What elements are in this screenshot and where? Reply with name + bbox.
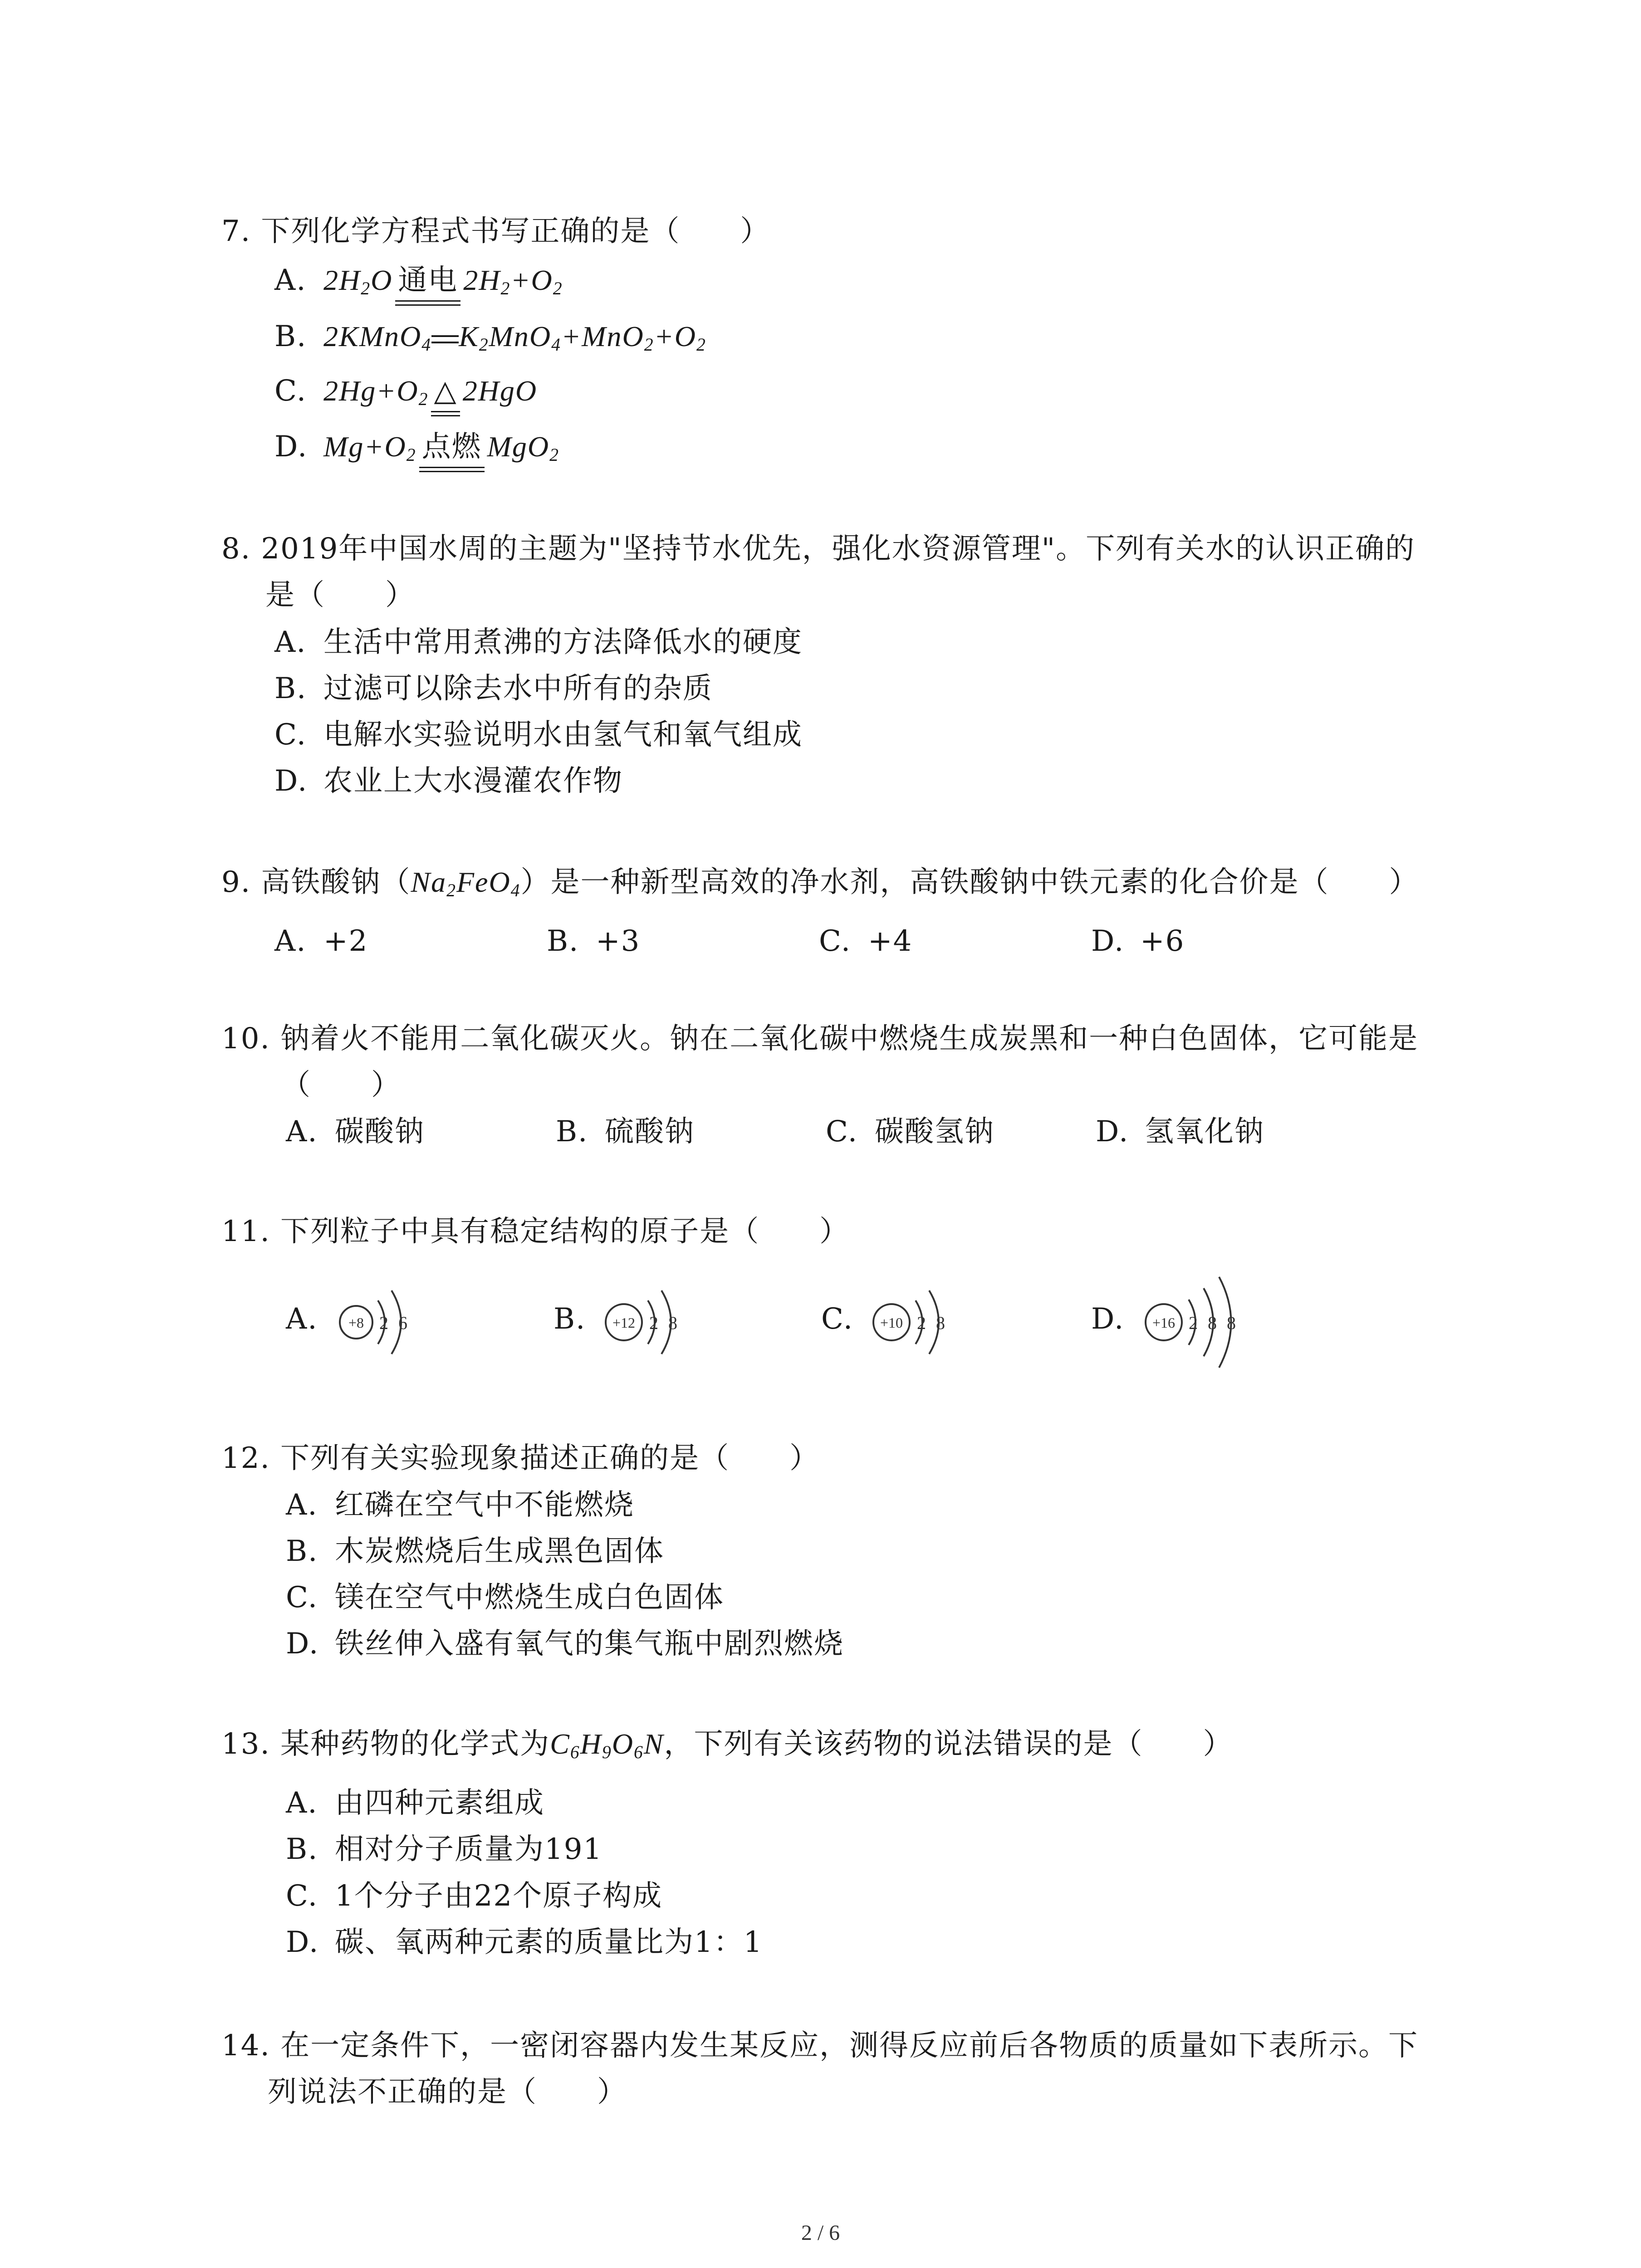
condition-label: △ (431, 368, 460, 420)
q10-option-b (556, 1109, 695, 1154)
condition-label: 通电 (395, 258, 460, 309)
page-number: 2 / 6 (801, 2221, 840, 2245)
electron-counts: 2 8 (649, 1313, 680, 1333)
option-label: A. (286, 1302, 318, 1336)
question-11-stem: 11. 下列粒子中具有稳定结构的原子是（ ） (221, 1215, 850, 1248)
atom-diagram-a (333, 1272, 424, 1372)
option-label: A. (286, 1786, 318, 1820)
equation: 2KMnO$_4$ $K_2MnO_4+MnO_2+O_2$ (323, 320, 706, 355)
q8-option-a (274, 620, 803, 665)
question-7-stem: 7. 下列化学方程式书写正确的是（ ） (221, 215, 770, 248)
q7-option-c (274, 368, 537, 422)
stem-text: ，下列有关该药物的说法错误的是（ ） (664, 1727, 1233, 1761)
option-label: A. (286, 1115, 318, 1149)
option-label: B. (274, 672, 307, 705)
option-label: A. (274, 626, 307, 659)
formula: $Na_2FeO_4$ (411, 866, 521, 900)
option-text: 红磷在空气中不能燃烧 (335, 1488, 634, 1522)
q9-option-d (1091, 919, 1185, 964)
option-label: C. (286, 1879, 318, 1913)
q11-option-a (286, 1296, 318, 1342)
option-label: A. (274, 264, 307, 297)
stem-text: ）是一种新型高效的净水剂，高铁酸钠中铁元素的化合价是（ ） (520, 865, 1419, 899)
q7-option-b (274, 314, 706, 367)
question-13-stem (221, 1721, 1455, 1775)
option-text: +2 (323, 924, 368, 958)
option-label: B. (556, 1115, 588, 1149)
equation: $2Hg+O_2$ △ 2HgO (323, 375, 537, 407)
option-label: B. (286, 1833, 318, 1866)
q12-option-b (286, 1529, 664, 1574)
q13-option-d (286, 1920, 763, 1965)
question-12-stem: 12. 下列有关实验现象描述正确的是（ ） (221, 1442, 820, 1475)
q9-option-c (819, 919, 912, 964)
nucleus-charge: +10 (880, 1315, 903, 1331)
q13-option-a (286, 1780, 544, 1826)
option-text: 碳酸氢钠 (875, 1115, 994, 1149)
question-8-stem: 8. 2019年中国水周的主题为"坚持节水优先，强化水资源管理"。下列有关水的认识正确的 (221, 532, 1416, 566)
electron-counts: 2 6 (379, 1313, 410, 1333)
option-text: 生活中常用煮沸的方法降低水的硬度 (323, 626, 803, 659)
nucleus-charge: +12 (612, 1315, 636, 1331)
option-text: 碳酸钠 (335, 1115, 425, 1149)
q10-option-c (826, 1109, 994, 1154)
option-text: 镁在空气中燃烧生成白色固体 (335, 1581, 724, 1614)
option-label: D. (1091, 924, 1125, 958)
option-text: +3 (596, 924, 641, 958)
q11-option-b (554, 1296, 586, 1342)
option-label: B. (554, 1302, 586, 1336)
question-14-stem: 14. 在一定条件下，一密闭容器内发生某反应，测得反应前后各物质的质量如下表所示。下 (221, 2029, 1419, 2063)
q10-option-d (1096, 1109, 1264, 1154)
q9-option-b (547, 919, 640, 964)
option-label: A. (274, 924, 307, 958)
option-label: C. (826, 1115, 858, 1149)
stem-text: 9. 高铁酸钠（ (221, 865, 411, 899)
q8-option-d (274, 758, 623, 804)
question-10-stem: 10. 钠着火不能用二氧化碳灭火。钠在二氧化碳中燃烧生成炭黑和一种白色固体，它可能是 (221, 1022, 1419, 1056)
option-label: D. (1091, 1302, 1125, 1336)
option-text: 过滤可以除去水中所有的杂质 (323, 672, 713, 705)
q7-option-a (274, 258, 563, 311)
option-label: C. (274, 374, 307, 408)
option-text: 相对分子质量为191 (335, 1833, 603, 1866)
option-label: D. (286, 1926, 319, 1959)
option-label: A. (286, 1488, 318, 1522)
option-label: C. (821, 1302, 854, 1336)
question-8-stem-cont: 是（ ） (265, 578, 415, 612)
option-label: D. (1096, 1115, 1129, 1149)
option-text: 铁丝伸入盛有氧气的集气瓶中剧烈燃烧 (335, 1627, 844, 1661)
option-label: D. (286, 1627, 319, 1661)
option-label: B. (547, 924, 579, 958)
q8-option-b (274, 666, 713, 711)
option-text: 电解水实验说明水由氢气和氧气组成 (323, 718, 803, 752)
option-text: 硫酸钠 (605, 1115, 695, 1149)
option-text: 碳、氧两种元素的质量比为1：1 (335, 1926, 763, 1959)
option-text: 农业上大水漫灌农作物 (323, 764, 623, 798)
option-label: C. (274, 718, 307, 752)
q11-option-c (821, 1296, 853, 1342)
stem-text: 13. 某种药物的化学式为 (221, 1727, 550, 1761)
electron-counts: 2 8 (917, 1313, 948, 1333)
condition-label: 点燃 (419, 424, 485, 476)
option-label: D. (274, 764, 308, 798)
equation: $Mg+O_2$ 点燃 MgO$_2$ (323, 430, 559, 463)
option-label: B. (286, 1535, 318, 1568)
question-9-stem (221, 860, 1455, 913)
equation: $2H_2O$ 通电 $2H_2+O_2$ (323, 264, 563, 296)
nucleus-charge: +8 (348, 1315, 364, 1331)
question-10-stem-cont: （ ） (281, 1068, 401, 1102)
q12-option-c (286, 1575, 724, 1620)
atom-diagram-d (1136, 1261, 1264, 1383)
atom-diagram-b (599, 1272, 699, 1372)
q10-option-a (286, 1109, 425, 1154)
option-label: C. (286, 1581, 318, 1614)
q11-option-d (1091, 1296, 1124, 1342)
q12-option-d (286, 1621, 844, 1667)
formula: $C_6H_9O_6N$ (550, 1728, 664, 1762)
option-text: 1个分子由22个原子构成 (335, 1879, 663, 1913)
nucleus-charge: +16 (1152, 1315, 1176, 1331)
question-14-stem-cont: 列说法不正确的是（ ） (268, 2075, 627, 2109)
option-text: +6 (1140, 924, 1185, 958)
option-label: B. (274, 320, 307, 353)
option-text: 氢氧化钠 (1145, 1115, 1264, 1149)
atom-diagram-c (867, 1272, 966, 1372)
q13-option-c (286, 1873, 662, 1919)
q12-option-a (286, 1482, 634, 1528)
option-text: 由四种元素组成 (335, 1786, 544, 1820)
option-label: D. (274, 430, 308, 464)
option-label: C. (819, 924, 852, 958)
q7-option-d (274, 424, 559, 478)
q8-option-c (274, 712, 803, 758)
q13-option-b (286, 1827, 603, 1872)
option-text: +4 (868, 924, 913, 958)
option-text: 木炭燃烧后生成黑色固体 (335, 1535, 664, 1568)
electron-counts: 2 8 8 (1189, 1313, 1239, 1333)
q9-option-a (274, 919, 368, 964)
